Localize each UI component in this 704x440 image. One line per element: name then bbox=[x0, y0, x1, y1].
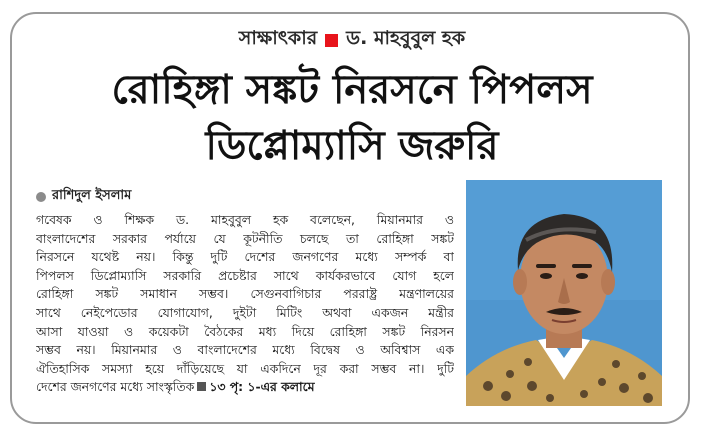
portrait-illustration bbox=[466, 180, 662, 406]
body-line: রোহিঙ্গা সঙ্কট সমাধান সম্ভব। সেগুনবাগিচার পররাষ্ট্র মন্ত্রণালয়ের bbox=[36, 286, 454, 302]
kicker-label: সাক্ষাৎকার bbox=[238, 27, 318, 49]
body-line-last bbox=[36, 378, 454, 397]
headline-line-1: রোহিঙ্গা সঙ্কট নিরসনে পিপলস bbox=[111, 67, 593, 113]
article-body bbox=[36, 211, 454, 397]
kicker bbox=[0, 24, 704, 56]
last-line-text: দেশের জনগণের মধ্যে সাংস্কৃতিক bbox=[36, 379, 195, 395]
body-line: ঐতিহাসিক সমস্যা হয়ে দাঁড়িয়েছে যা একদিনে দূর করা সম্ভব না। দুটি bbox=[36, 360, 454, 376]
author-name: রাশিদুল ইসলাম bbox=[52, 188, 132, 203]
author-photo bbox=[466, 180, 662, 406]
body-line: আসা যাওয়া ও কয়েকটা বৈঠকের মধ্য দিয়ে রোহিঙ্গা সঙ্কট নিরসন bbox=[36, 323, 454, 339]
body-line: পিপলস ডিপ্লোম্যাসি সরকারি প্রচেষ্টার সাথে কার্যকরভাবে যোগ হলে bbox=[36, 267, 454, 283]
continuation-link[interactable]: ১৩ পৃ: ১-এর কলামে bbox=[209, 379, 315, 395]
body-line: গবেষক ও শিক্ষক ড. মাহবুবুল হক বলেছেন, মিয়ানমার ও bbox=[36, 212, 454, 227]
body-line: বাংলাদেশের সরকার পর্যায়ে যে কূটনীতি চলছে তা রোহিঙ্গা সঙ্কট bbox=[36, 230, 454, 246]
headline-line-2: ডিপ্লোম্যাসি জরুরি bbox=[205, 123, 499, 169]
body-line: নিরসনে যথেষ্ট নয়। কিন্তু দুটি দেশের জনগণের মধ্যে সম্পর্ক বা bbox=[36, 249, 454, 265]
continuation-square-icon bbox=[197, 382, 206, 391]
body-line: সাথে নেইপেডোর যোগাযোগ, দুইটা মিটিং অথবা একজন মন্ত্রীর bbox=[36, 304, 454, 320]
bullet-dot-icon bbox=[36, 192, 46, 202]
kicker-person: ড. মাহবুবুল হক bbox=[346, 27, 466, 49]
byline bbox=[36, 186, 131, 207]
body-line: সম্ভব নয়। মিয়ানমার ও বাংলাদেশের মধ্যে বিদ্বেষ ও অবিশ্বাস এক bbox=[36, 342, 454, 358]
red-square-icon bbox=[325, 34, 338, 47]
